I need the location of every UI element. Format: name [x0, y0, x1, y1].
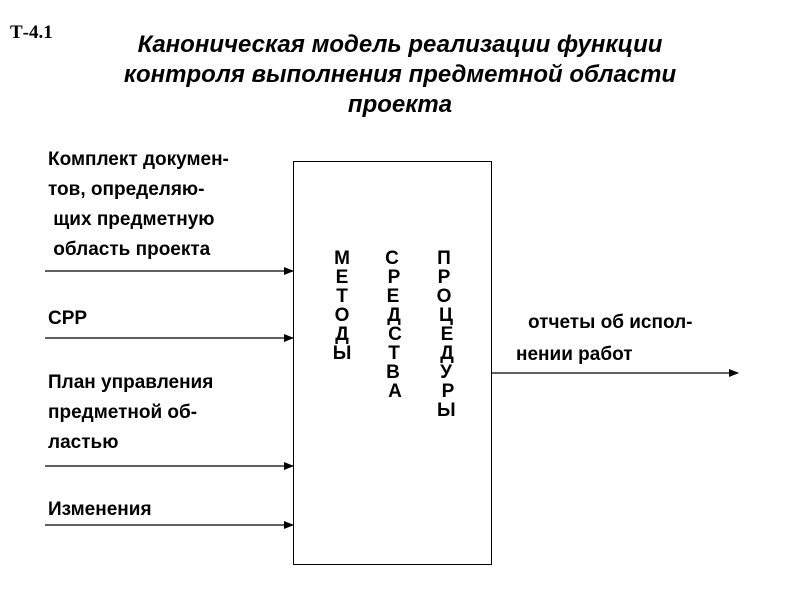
label-line: щих предметную — [48, 209, 215, 230]
column-letter: У — [440, 362, 452, 383]
column-letter: Е — [440, 324, 454, 345]
label-line: область проекта — [48, 239, 211, 260]
column-letter: Ц — [439, 305, 453, 326]
column-letter: В — [386, 362, 400, 383]
column-letter: П — [437, 248, 451, 269]
column-letter: Ы — [332, 343, 352, 364]
column-letter: Р — [437, 267, 451, 288]
column-letter: А — [388, 381, 402, 402]
column-letter: Р — [441, 381, 455, 402]
column-letter: Д — [335, 324, 349, 345]
column-letter: О — [334, 305, 350, 326]
label-line: Изменения — [48, 499, 152, 520]
column-letter: Е — [335, 267, 349, 288]
label-line: Комплект докумен- — [48, 149, 229, 170]
title-line: Каноническая модель реализации функции — [137, 31, 663, 58]
label-line: нении работ — [516, 344, 633, 365]
column-letter: Р — [387, 267, 401, 288]
column-letter: Е — [386, 286, 400, 307]
column-letter: Т — [336, 286, 348, 307]
slide-tag: Т-4.1 — [10, 22, 53, 43]
title-line: проекта — [347, 91, 453, 118]
column-letter: Т — [388, 343, 400, 364]
column-letter: Д — [387, 305, 401, 326]
column-letter: О — [436, 286, 452, 307]
column-letter: Д — [440, 343, 454, 364]
label-line: ластью — [48, 432, 119, 453]
label-line: тов, определяю- — [48, 179, 205, 200]
title-line: контроля выполнения предметной области — [123, 61, 677, 88]
label-line: предметной об- — [48, 402, 198, 423]
label-line: СРР — [48, 308, 88, 329]
column-letter: С — [385, 248, 399, 269]
column-letter: С — [388, 324, 402, 345]
column-letter: М — [334, 248, 350, 269]
label-line: План управления — [48, 372, 214, 393]
column-letter: Ы — [437, 400, 456, 421]
label-line: отчеты об испол- — [528, 312, 693, 333]
